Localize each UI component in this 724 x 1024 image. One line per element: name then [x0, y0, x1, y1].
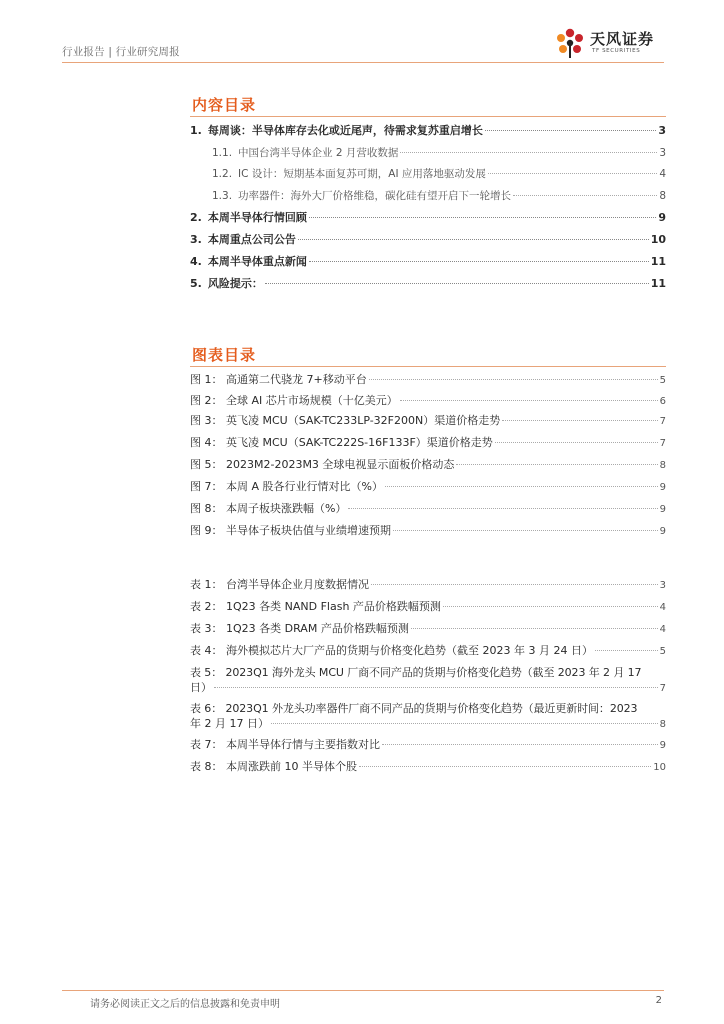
- header-divider: [62, 62, 664, 63]
- dot-leader: [485, 130, 657, 131]
- toc-entry-continuation: [190, 680, 666, 696]
- dot-leader: [382, 744, 658, 745]
- toc-entry-title: 表 5： 2023Q1 海外龙头 MCU 厂商不同产品的货期与价格变化趋势（截至 2023 年 2 月 17: [190, 666, 642, 679]
- toc-entry-title: 本周半导体重点新闻: [207, 255, 307, 268]
- dot-leader: [488, 173, 657, 174]
- toc-entry[interactable]: [190, 578, 666, 593]
- toc-entry-page: 7: [659, 683, 666, 694]
- toc-entry-page: 3: [658, 124, 666, 137]
- toc-entry[interactable]: [190, 373, 666, 388]
- toc-entry-page: 9: [659, 526, 666, 537]
- dot-leader: [400, 400, 658, 401]
- toc-entry-page: 4: [659, 624, 666, 635]
- dot-leader: [393, 530, 658, 531]
- toc-entry-page: 10: [653, 762, 666, 773]
- dot-leader: [359, 766, 651, 767]
- toc-entry[interactable]: [190, 738, 666, 753]
- toc-entry-title: 表 7： 本周半导体行情与主要指数对比: [190, 738, 380, 751]
- dot-leader: [309, 261, 649, 262]
- dot-leader: [400, 152, 657, 153]
- toc-entry[interactable]: [190, 622, 666, 637]
- figures-title: 图表目录: [192, 346, 257, 364]
- toc-entry-title: 图 8： 本周子板块涨跌幅（%）: [190, 502, 347, 515]
- toc-entry-number: 4.: [190, 255, 202, 268]
- toc-entry-page: 7: [659, 416, 666, 427]
- toc-entry-page: 8: [659, 190, 666, 202]
- dot-leader: [298, 239, 649, 240]
- dot-leader: [456, 464, 657, 465]
- toc-entry-number: 1.1.: [212, 147, 233, 159]
- dot-leader: [371, 584, 658, 585]
- dot-leader: [369, 379, 658, 380]
- toc-entry[interactable]: [190, 480, 666, 495]
- dot-leader: [502, 420, 657, 421]
- toc-entry-page: 8: [659, 460, 666, 471]
- toc-entry[interactable]: [190, 458, 666, 473]
- toc-entry-number: 5.: [190, 277, 202, 290]
- toc-entry-title: 风险提示：: [207, 277, 263, 290]
- toc-entry-title: 本周半导体行情回顾: [207, 211, 307, 224]
- toc-entry-page: 11: [650, 255, 666, 268]
- logo-text-en: TF SECURITIES: [592, 48, 641, 54]
- toc-entry-title-cont: 年 2 月 17 日）: [190, 717, 269, 730]
- toc-entry-title: 图 5： 2023M2-2023M3 全球电视显示面板价格动态: [190, 458, 455, 471]
- toc-entry-title: 表 6： 2023Q1 外龙头功率器件厂商不同产品的货期与价格变化趋势（最近更新时间：2023: [190, 702, 638, 715]
- toc-entry-number: 1.3.: [212, 190, 233, 202]
- dot-leader: [495, 442, 658, 443]
- toc-entry-number: 2.: [190, 211, 202, 224]
- dot-leader: [348, 508, 657, 509]
- toc-entry[interactable]: [190, 701, 666, 732]
- toc-entry[interactable]: [190, 414, 666, 429]
- toc-entry-page: 5: [659, 646, 666, 657]
- toc-entry-title: 表 1： 台湾半导体企业月度数据情况: [190, 578, 369, 591]
- page-number: 2: [655, 995, 662, 1006]
- dot-leader: [443, 606, 658, 607]
- toc-entry-title: 功率器件：海外大厂价格维稳，碳化硅有望开启下一轮增长: [238, 190, 512, 202]
- breadcrumb: 行业报告 | 行业研究周报: [62, 46, 180, 58]
- toc-entry-page: 3: [659, 147, 666, 159]
- toc-entry-title: 图 9： 半导体子板块估值与业绩增速预期: [190, 524, 391, 537]
- toc-entry[interactable]: [190, 644, 666, 659]
- toc-entry[interactable]: [190, 255, 666, 269]
- page-header: [62, 30, 662, 68]
- toc-entry-title: 图 1： 高通第二代骁龙 7+移动平台: [190, 373, 367, 386]
- toc-entry[interactable]: [190, 394, 666, 409]
- figures-title-divider: [190, 366, 666, 367]
- dot-leader: [265, 283, 649, 284]
- toc-entry-page: 3: [659, 580, 666, 591]
- toc-entry-title: 每周谈：半导体库存去化或近尾声，待需求复苏重启增长: [207, 124, 483, 137]
- disclaimer-text: 请务必阅读正文之后的信息披露和免责申明: [90, 999, 280, 1010]
- toc-entry[interactable]: [190, 760, 666, 775]
- toc-entry-title: 图 3： 英飞凌 MCU（SAK-TC233LP-32F200N）渠道价格走势: [190, 414, 501, 427]
- toc-entry-title: 表 3： 1Q23 各类 DRAM 产品价格跌幅预测: [190, 622, 409, 635]
- toc-entry-page: 10: [650, 233, 666, 246]
- toc-entry[interactable]: [190, 124, 666, 138]
- toc-entry-title: 图 2： 全球 AI 芯片市场规模（十亿美元）: [190, 394, 398, 407]
- toc-entry-page: 8: [659, 719, 666, 730]
- toc-entry-title-cont: 日）: [190, 681, 212, 694]
- company-logo: [552, 26, 662, 60]
- dot-leader: [309, 217, 657, 218]
- toc-entry[interactable]: [190, 502, 666, 517]
- toc-entry[interactable]: [190, 233, 666, 247]
- toc-entry[interactable]: [190, 665, 666, 696]
- toc-entry-page: 4: [659, 602, 666, 613]
- toc-entry-page: 9: [658, 211, 666, 224]
- toc-entry-title: 图 7： 本周 A 股各行业行情对比（%）: [190, 480, 383, 493]
- dot-leader: [513, 195, 657, 196]
- toc-entry-title: 图 4： 英飞凌 MCU（SAK-TC222S-16F133F）渠道价格走势: [190, 436, 493, 449]
- contents-title: 内容目录: [192, 96, 257, 114]
- footer-divider: [62, 990, 664, 991]
- toc-entry-title: IC 设计：短期基本面复苏可期，AI 应用落地驱动发展: [238, 168, 486, 180]
- toc-entry-page: 9: [659, 482, 666, 493]
- toc-entry-title: 表 8： 本周涨跌前 10 半导体个股: [190, 760, 357, 773]
- toc-entry[interactable]: [212, 146, 666, 160]
- toc-entry-title: 本周重点公司公告: [207, 233, 296, 246]
- toc-entry[interactable]: [190, 524, 666, 539]
- flower-logo-icon: [552, 26, 588, 60]
- toc-entry-page: 5: [659, 375, 666, 386]
- toc-entry-page: 4: [659, 168, 666, 180]
- toc-entry-page: 9: [659, 740, 666, 751]
- toc-entry-continuation: [190, 716, 666, 732]
- toc-entry-number: 3.: [190, 233, 202, 246]
- dot-leader: [271, 723, 658, 724]
- toc-entry-number: 1.: [190, 124, 202, 137]
- dot-leader: [385, 486, 658, 487]
- toc-entry-page: 9: [659, 504, 666, 515]
- toc-entry-page: 11: [650, 277, 666, 290]
- toc-entry[interactable]: [190, 277, 666, 291]
- toc-entry-title: 中国台湾半导体企业 2 月营收数据: [238, 147, 399, 159]
- toc-entry-page: 7: [659, 438, 666, 449]
- toc-entry[interactable]: [190, 211, 666, 225]
- toc-entry[interactable]: [212, 167, 666, 181]
- toc-entry[interactable]: [190, 600, 666, 615]
- dot-leader: [411, 628, 658, 629]
- toc-entry[interactable]: [212, 189, 666, 203]
- dot-leader: [214, 687, 658, 688]
- toc-entry[interactable]: [190, 436, 666, 451]
- toc-entry-title: 表 2： 1Q23 各类 NAND Flash 产品价格跌幅预测: [190, 600, 441, 613]
- contents-title-divider: [190, 116, 666, 117]
- logo-text-cn: 天风证券: [590, 30, 655, 48]
- toc-entry-page: 6: [659, 396, 666, 407]
- dot-leader: [595, 650, 658, 651]
- toc-entry-title: 表 4： 海外模拟芯片大厂产品的货期与价格变化趋势（截至 2023 年 3 月 24 日）: [190, 644, 593, 657]
- toc-entry-number: 1.2.: [212, 168, 233, 180]
